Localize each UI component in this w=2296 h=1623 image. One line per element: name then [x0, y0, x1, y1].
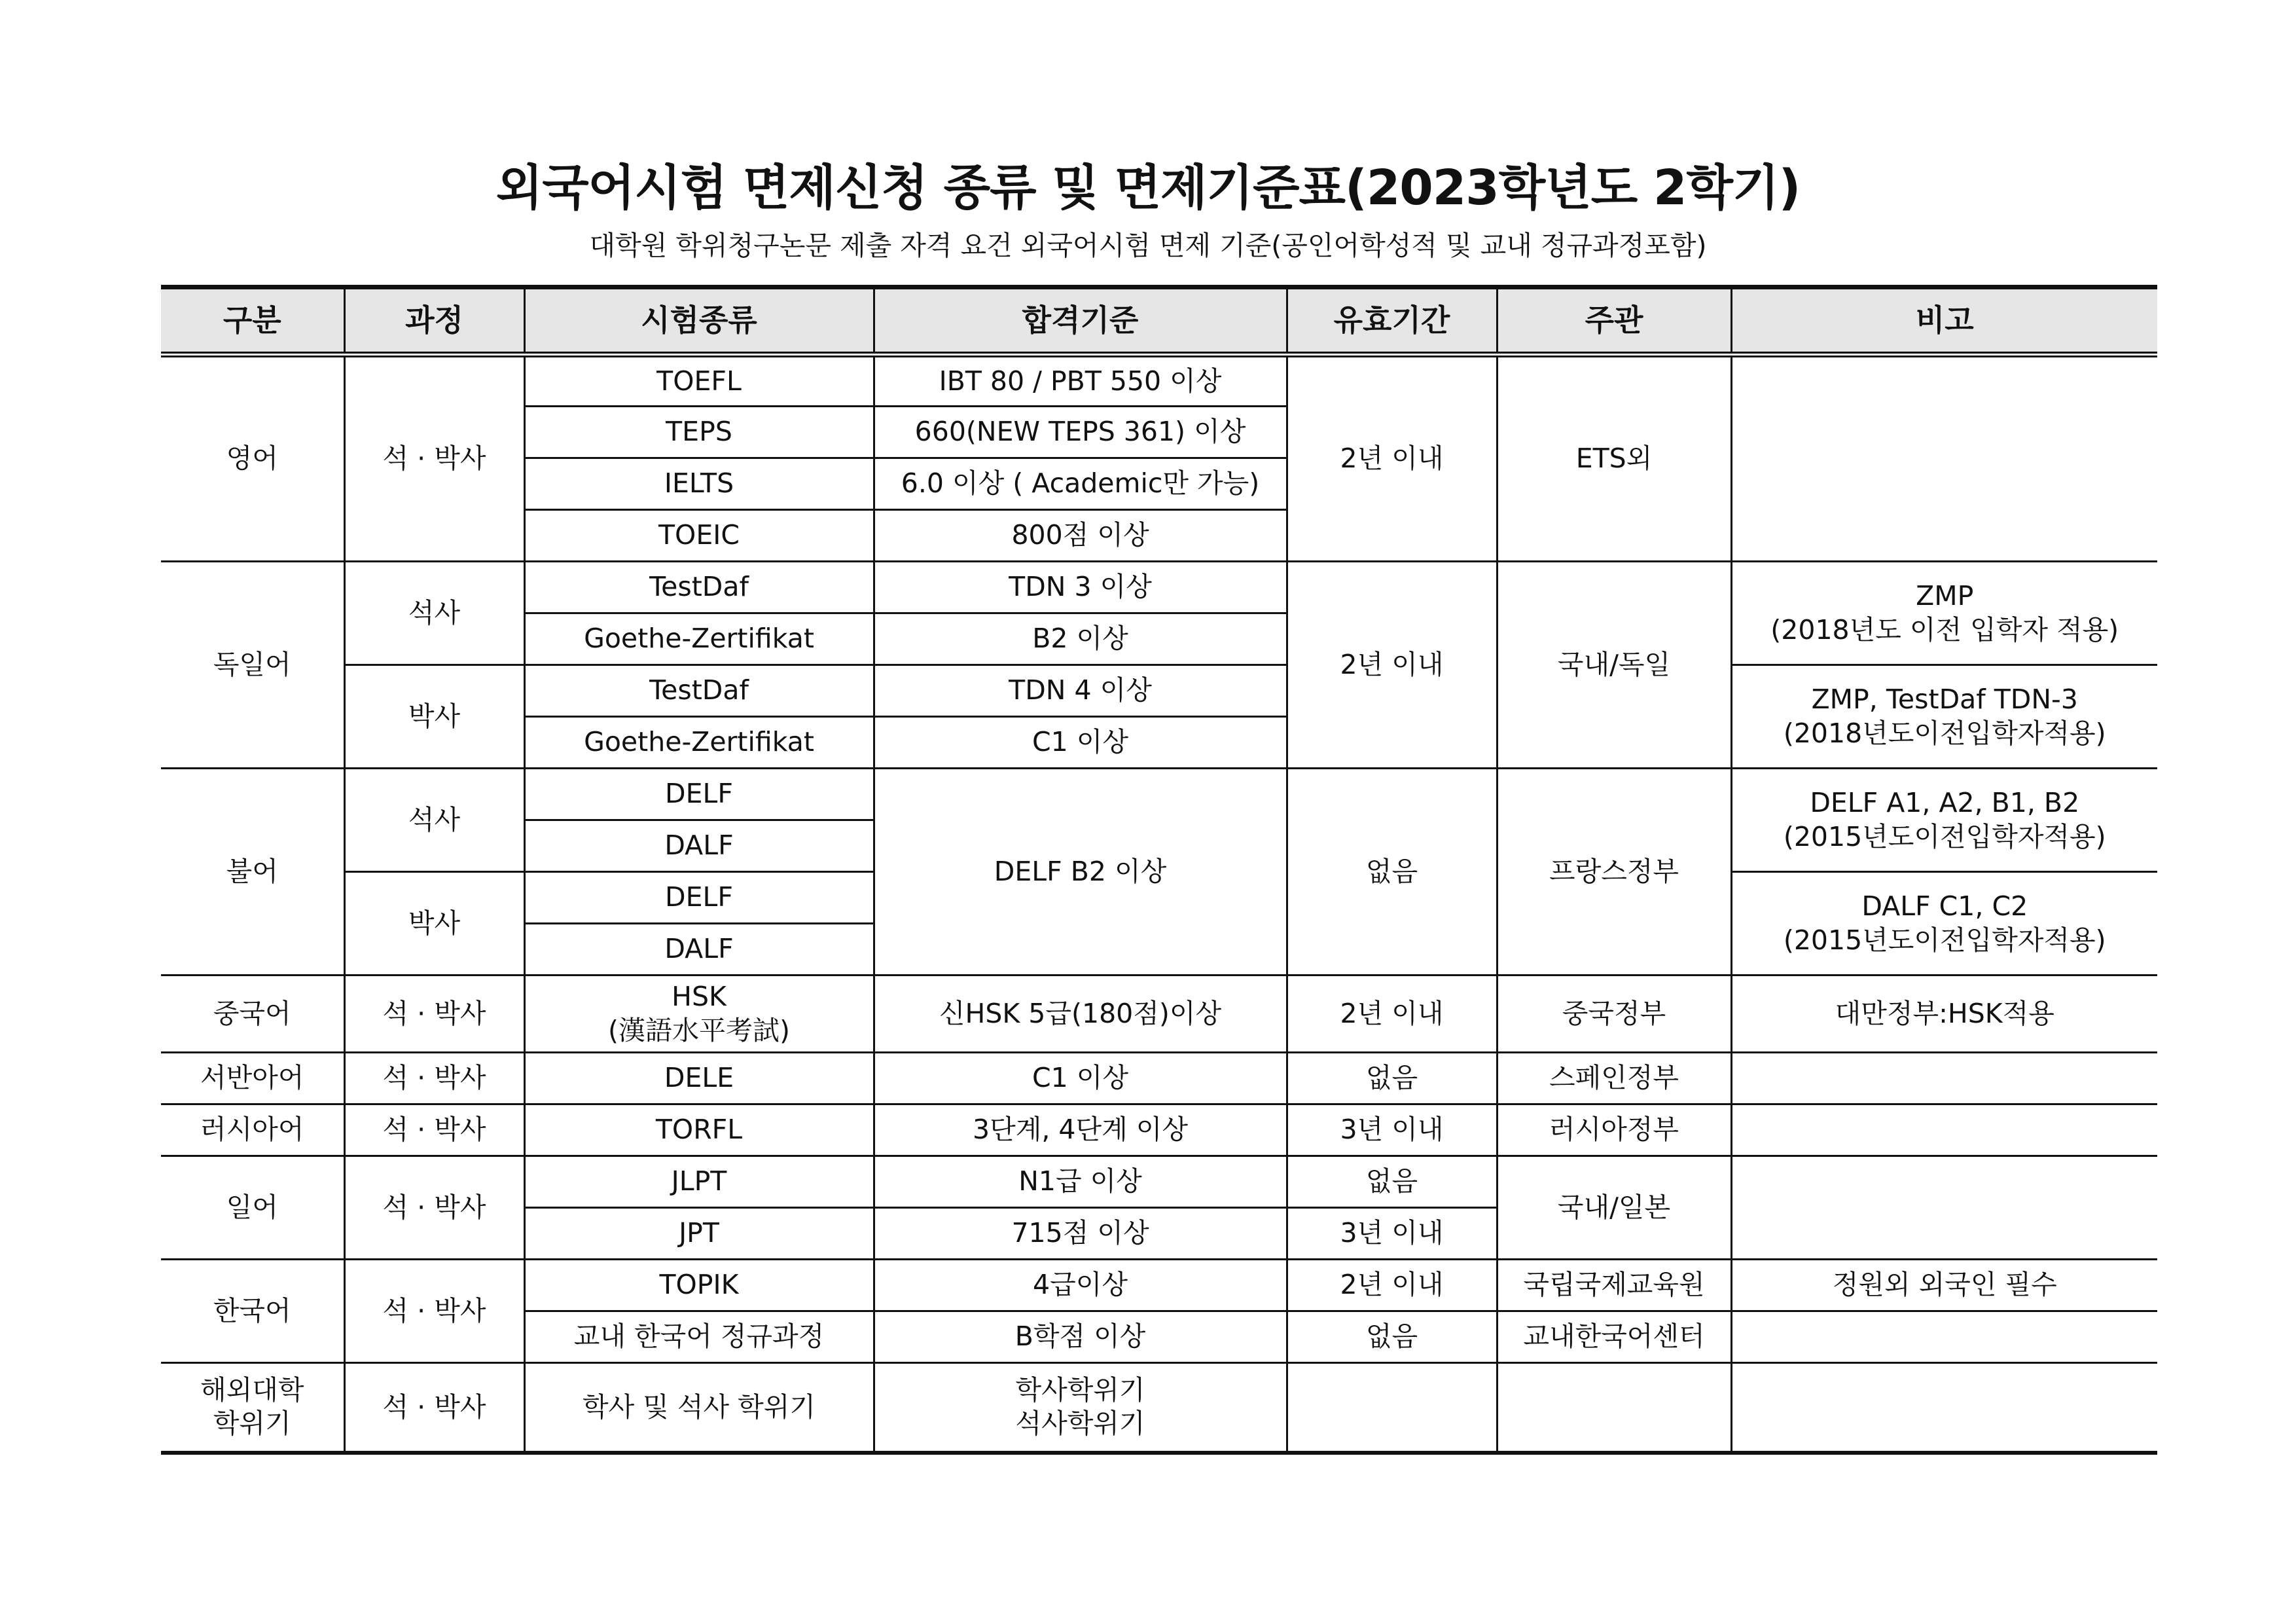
- japanese-category: 일어: [161, 1156, 344, 1260]
- table-row: [161, 1363, 2157, 1453]
- japanese-validity: 없음: [1287, 1156, 1497, 1208]
- korean-remarks: [1731, 1311, 2157, 1363]
- german-exam: TestDaf: [524, 665, 874, 717]
- russian-validity: 3년 이내: [1287, 1104, 1497, 1156]
- korean-criteria: B학점 이상: [874, 1311, 1287, 1363]
- header-program: 과정: [344, 287, 524, 355]
- japanese-exam: JLPT: [524, 1156, 874, 1208]
- english-criteria: IBT 80 / PBT 550 이상: [874, 355, 1287, 407]
- chinese-remarks: 대만정부:HSK적용: [1731, 976, 2157, 1053]
- japanese-remarks: [1731, 1156, 2157, 1260]
- french-exam: DALF: [524, 924, 874, 976]
- german-category: 독일어: [161, 562, 344, 769]
- page-subtitle: 대학원 학위청구논문 제출 자격 요건 외국어시험 면제 기준(공인어학성적 및 교내 정규과정포함): [589, 230, 1707, 261]
- japanese-organizer: 국내/일본: [1497, 1156, 1731, 1260]
- table-row: [161, 1260, 2157, 1311]
- table-row: [161, 769, 2157, 820]
- spanish-remarks: [1731, 1053, 2157, 1104]
- chinese-exam: HSK (漢語水平考試): [524, 976, 874, 1053]
- korean-validity: 없음: [1287, 1311, 1497, 1363]
- chinese-category: 중국어: [161, 976, 344, 1053]
- french-organizer: 프랑스정부: [1497, 769, 1731, 976]
- korean-criteria: 4급이상: [874, 1260, 1287, 1311]
- german-organizer: 국내/독일: [1497, 562, 1731, 769]
- german-criteria: C1 이상: [874, 717, 1287, 769]
- exemption-table: [161, 285, 2157, 1455]
- german-exam: Goethe-Zertifikat: [524, 717, 874, 769]
- overseas-organizer: [1497, 1363, 1731, 1453]
- overseas-validity: [1287, 1363, 1497, 1453]
- table-row: [161, 1104, 2157, 1156]
- german-criteria: TDN 3 이상: [874, 562, 1287, 613]
- spanish-criteria: C1 이상: [874, 1053, 1287, 1104]
- spanish-organizer: 스페인정부: [1497, 1053, 1731, 1104]
- spanish-exam: DELE: [524, 1053, 874, 1104]
- japanese-program: 석 · 박사: [344, 1156, 524, 1260]
- german-exam: Goethe-Zertifikat: [524, 613, 874, 665]
- japanese-validity: 3년 이내: [1287, 1208, 1497, 1260]
- russian-category: 러시아어: [161, 1104, 344, 1156]
- spanish-category: 서반아어: [161, 1053, 344, 1104]
- english-criteria: 800점 이상: [874, 510, 1287, 562]
- english-remarks: [1731, 355, 2157, 562]
- german-remarks-master: ZMP (2018년도 이전 입학자 적용): [1731, 562, 2157, 665]
- russian-organizer: 러시아정부: [1497, 1104, 1731, 1156]
- english-exam: TEPS: [524, 407, 874, 458]
- table-row: [161, 562, 2157, 613]
- korean-remarks: 정원외 외국인 필수: [1731, 1260, 2157, 1311]
- french-exam: DELF: [524, 872, 874, 924]
- spanish-validity: 없음: [1287, 1053, 1497, 1104]
- korean-program: 석 · 박사: [344, 1260, 524, 1363]
- german-program-master: 석사: [344, 562, 524, 665]
- overseas-criteria: 학사학위기 석사학위기: [874, 1363, 1287, 1453]
- french-program-doctor: 박사: [344, 872, 524, 976]
- chinese-program: 석 · 박사: [344, 976, 524, 1053]
- table-row: [161, 665, 2157, 717]
- english-category: 영어: [161, 355, 344, 562]
- spanish-program: 석 · 박사: [344, 1053, 524, 1104]
- german-criteria: B2 이상: [874, 613, 1287, 665]
- table-row: [161, 1156, 2157, 1208]
- table-row: [161, 355, 2157, 407]
- french-category: 불어: [161, 769, 344, 976]
- chinese-validity: 2년 이내: [1287, 976, 1497, 1053]
- russian-program: 석 · 박사: [344, 1104, 524, 1156]
- overseas-exam: 학사 및 석사 학위기: [524, 1363, 874, 1453]
- english-exam: TOEFL: [524, 355, 874, 407]
- russian-remarks: [1731, 1104, 2157, 1156]
- english-validity: 2년 이내: [1287, 355, 1497, 562]
- french-remarks-master: DELF A1, A2, B1, B2 (2015년도이전입학자적용): [1731, 769, 2157, 872]
- french-criteria: DELF B2 이상: [874, 769, 1287, 976]
- overseas-category: 해외대학 학위기: [161, 1363, 344, 1453]
- french-validity: 없음: [1287, 769, 1497, 976]
- korean-organizer: 교내한국어센터: [1497, 1311, 1731, 1363]
- german-remarks-doctor: ZMP, TestDaf TDN-3 (2018년도이전입학자적용): [1731, 665, 2157, 769]
- english-program: 석 · 박사: [344, 355, 524, 562]
- header-category: 구분: [161, 287, 344, 355]
- german-program-doctor: 박사: [344, 665, 524, 769]
- korean-validity: 2년 이내: [1287, 1260, 1497, 1311]
- table-row: [161, 976, 2157, 1053]
- english-organizer: ETS외: [1497, 355, 1731, 562]
- german-exam: TestDaf: [524, 562, 874, 613]
- english-criteria: 660(NEW TEPS 361) 이상: [874, 407, 1287, 458]
- japanese-criteria: 715점 이상: [874, 1208, 1287, 1260]
- russian-exam: TORFL: [524, 1104, 874, 1156]
- japanese-criteria: N1급 이상: [874, 1156, 1287, 1208]
- header-organizer: 주관: [1497, 287, 1731, 355]
- japanese-exam: JPT: [524, 1208, 874, 1260]
- korean-organizer: 국립국제교육원: [1497, 1260, 1731, 1311]
- table-row: [161, 1053, 2157, 1104]
- overseas-remarks: [1731, 1363, 2157, 1453]
- russian-criteria: 3단계, 4단계 이상: [874, 1104, 1287, 1156]
- overseas-program: 석 · 박사: [344, 1363, 524, 1453]
- table-header-row: [161, 287, 2157, 355]
- english-criteria: 6.0 이상 ( Academic만 가능): [874, 458, 1287, 510]
- english-exam: IELTS: [524, 458, 874, 510]
- header-validity: 유효기간: [1287, 287, 1497, 355]
- german-validity: 2년 이내: [1287, 562, 1497, 769]
- french-exam: DELF: [524, 769, 874, 820]
- chinese-criteria: 신HSK 5급(180점)이상: [874, 976, 1287, 1053]
- french-exam: DALF: [524, 820, 874, 872]
- korean-exam: TOPIK: [524, 1260, 874, 1311]
- english-exam: TOEIC: [524, 510, 874, 562]
- page-title: 외국어시험 면제신청 종류 및 면제기준표(2023학년도 2학기): [495, 160, 1801, 216]
- header-remarks: 비고: [1731, 287, 2157, 355]
- french-program-master: 석사: [344, 769, 524, 872]
- korean-exam: 교내 한국어 정규과정: [524, 1311, 874, 1363]
- german-criteria: TDN 4 이상: [874, 665, 1287, 717]
- header-criteria: 합격기준: [874, 287, 1287, 355]
- header-exam: 시험종류: [524, 287, 874, 355]
- chinese-organizer: 중국정부: [1497, 976, 1731, 1053]
- french-remarks-doctor: DALF C1, C2 (2015년도이전입학자적용): [1731, 872, 2157, 976]
- korean-category: 한국어: [161, 1260, 344, 1363]
